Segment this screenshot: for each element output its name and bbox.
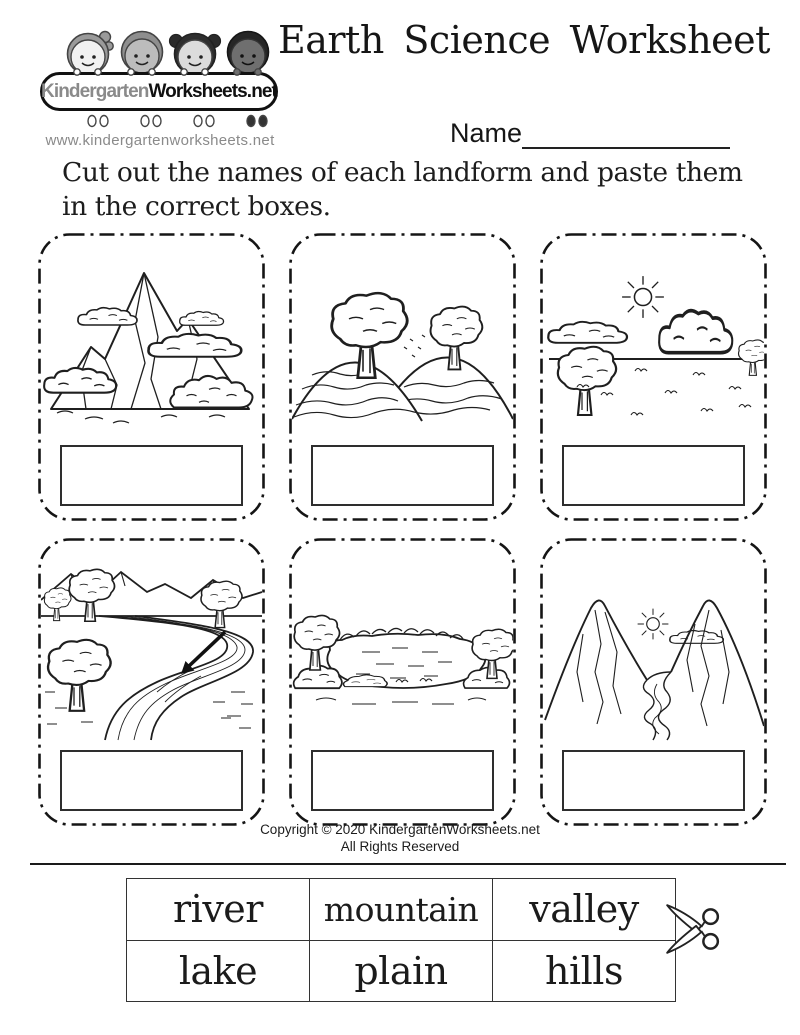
logo-feet-illustration <box>36 109 282 131</box>
name-field <box>450 118 730 149</box>
hills-illustration <box>292 247 513 437</box>
valley-illustration <box>543 552 764 742</box>
word-bank-row2 <box>127 940 676 1002</box>
instructions-line1: Cut out the names of each landform and paste them <box>62 157 743 188</box>
name-blank-line <box>522 119 730 149</box>
word-valley: valley <box>493 879 676 941</box>
brand-black-text: Worksheets.net <box>148 80 277 102</box>
card-valley <box>540 538 767 826</box>
word-mountain: mountain <box>310 879 493 941</box>
word-bank-row1 <box>127 879 676 941</box>
divider-line <box>30 863 786 865</box>
card-river <box>38 538 265 826</box>
word-river: river <box>127 879 310 941</box>
logo-hands-illustration <box>36 65 282 79</box>
scissors-icon <box>664 902 722 956</box>
copyright-line1: Copyright © 2020 KindergartenWorksheets.net <box>260 822 540 837</box>
word-hills: hills <box>493 940 676 1002</box>
logo-url: www.kindergartenworksheets.net <box>45 132 275 149</box>
word-bank-table <box>126 878 676 1002</box>
mountain-illustration <box>41 247 262 437</box>
answer-box-river <box>60 750 243 811</box>
page-title: Earth Science Worksheet <box>278 18 770 62</box>
instructions-line2: in the correct boxes. <box>62 190 331 222</box>
answer-box-plain <box>562 445 745 506</box>
river-illustration <box>41 552 262 742</box>
answer-box-mountain <box>60 445 243 506</box>
copyright <box>0 821 800 855</box>
plain-illustration <box>543 247 764 437</box>
arrow-icon <box>181 632 225 674</box>
name-label: Name <box>450 118 523 148</box>
logo <box>36 8 284 154</box>
answer-box-hills <box>311 445 494 506</box>
card-plain <box>540 233 767 521</box>
brand-gray-text: Kindergarten <box>41 80 149 102</box>
word-plain: plain <box>310 940 493 1002</box>
word-lake: lake <box>127 940 310 1002</box>
answer-box-lake <box>311 750 494 811</box>
copyright-line2: All Rights Reserved <box>340 839 460 854</box>
card-lake <box>289 538 516 826</box>
instructions <box>62 156 768 224</box>
card-mountain <box>38 233 265 521</box>
answer-box-valley <box>562 750 745 811</box>
lake-illustration <box>292 552 513 742</box>
card-hills <box>289 233 516 521</box>
